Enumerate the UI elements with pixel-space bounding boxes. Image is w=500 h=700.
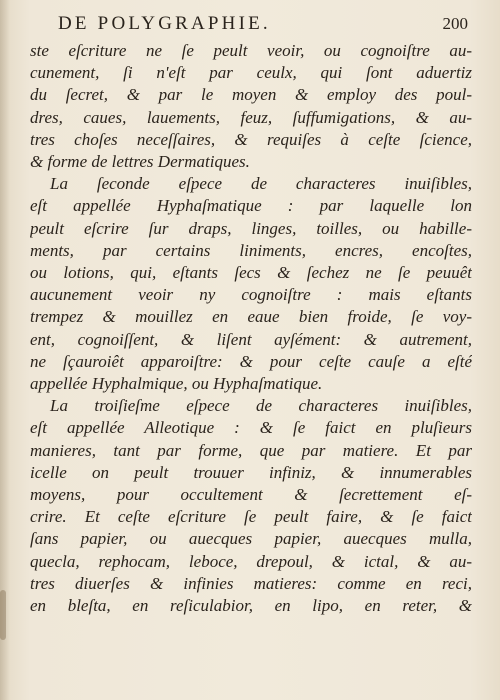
- text-line: ments, par certains liniments, encres, encoſtes,: [30, 240, 472, 260]
- running-head: [58, 12, 468, 36]
- text-line: cunement, ſi n'eſt par ceulx, qui ſont aduertiz: [30, 63, 472, 83]
- text-line: tres diuerſes & infinies matieres: comme en reci,: [30, 573, 472, 593]
- text-line: eſt appellée Alleotique : & ſe faict en pluſieurs: [30, 418, 472, 438]
- text-line: ſans papier, ou auecques papier, auecques mulla,: [30, 529, 472, 549]
- text-line: du ſecret, & par le moyen & employ des poul-: [30, 85, 472, 105]
- text-line: quecla, rephocam, leboce, drepoul, & ictal, & au-: [30, 551, 472, 571]
- body-text: [30, 40, 472, 617]
- page-number: 200: [442, 14, 468, 33]
- text-line: manieres, tant par forme, que par matiere. Et par: [30, 440, 472, 460]
- text-line: eſt appellée Hyphaſmatique : par laquelle lon: [30, 196, 472, 216]
- text-line: aucunement veoir ny cognoiſtre : mais eſtants: [30, 285, 472, 305]
- text-line: en bleſta, en reſiculabior, en lipo, en reter, &: [30, 596, 472, 616]
- text-line: crire. Et ceſte eſcriture ſe peult faire, & ſe faict: [30, 507, 472, 527]
- text-line: ne ſçauroiêt apparoiſtre: & pour ceſte cauſe a eſté: [30, 351, 472, 371]
- text-line: trempez & mouillez en eaue bien froide, ſe voy-: [30, 307, 472, 327]
- text-line: tres choſes neceſſaires, & requiſes à ceſte ſcience,: [30, 129, 472, 149]
- text-line: dres, caues, lauements, feuz, ſuffumigations, & au-: [30, 107, 472, 127]
- text-line: La troiſieſme eſpece de characteres inuiſibles,: [50, 396, 472, 416]
- text-line: appellée Hyphalmique, ou Hyphaſmatique.: [30, 374, 323, 394]
- text-line: peult eſcrire ſur draps, linges, toilles, ou habille-: [30, 218, 472, 238]
- text-line: La ſeconde eſpece de characteres inuiſibles,: [50, 174, 472, 194]
- text-line: icelle on peult trouuer infiniz, & innumerables: [30, 462, 472, 482]
- page-edge-mark: [0, 590, 6, 640]
- text-line: ste eſcriture ne ſe peult veoir, ou cognoiſtre au-: [30, 41, 472, 60]
- text-line: ou lotions, qui, eſtants ſecs & ſechez ne ſe peuuêt: [30, 263, 472, 283]
- running-title: DE POLYGRAPHIE.: [58, 13, 271, 34]
- text-line: moyens, pour occultement & ſecrettement eſ-: [30, 485, 472, 505]
- text-line: ent, cognoiſſent, & liſent ayſément: & autrement,: [30, 329, 472, 349]
- text-line: & forme de lettres Dermatiques.: [30, 152, 250, 172]
